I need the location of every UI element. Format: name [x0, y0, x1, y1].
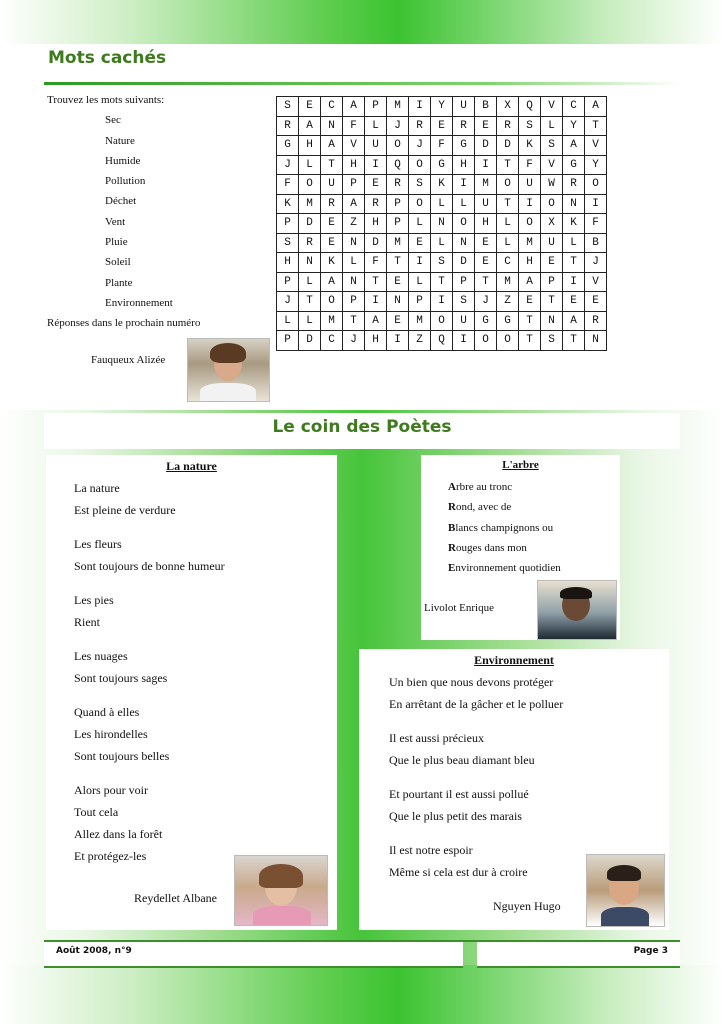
grid-cell: F: [431, 136, 453, 156]
grid-cell: N: [563, 194, 585, 214]
grid-cell: R: [277, 116, 299, 136]
grid-cell: A: [563, 136, 585, 156]
grid-cell: T: [519, 311, 541, 331]
grid-cell: L: [277, 311, 299, 331]
grid-cell: Q: [387, 155, 409, 175]
grid-cell: E: [321, 214, 343, 234]
grid-cell: M: [519, 233, 541, 253]
poem-line: [448, 558, 561, 578]
grid-cell: X: [497, 97, 519, 117]
grid-cell: K: [277, 194, 299, 214]
poem-line: Que le plus petit des marais: [389, 809, 522, 823]
photo-albane: [234, 855, 328, 926]
grid-cell: I: [409, 97, 431, 117]
grid-row: [277, 155, 607, 175]
grid-cell: I: [387, 331, 409, 351]
grid-cell: G: [431, 155, 453, 175]
grid-cell: B: [585, 233, 607, 253]
grid-cell: H: [299, 136, 321, 156]
photo-enrique: [537, 580, 617, 640]
grid-cell: O: [475, 331, 497, 351]
grid-cell: S: [541, 331, 563, 351]
grid-cell: E: [519, 292, 541, 312]
grid-cell: O: [321, 292, 343, 312]
grid-cell: J: [343, 331, 365, 351]
grid-cell: Q: [431, 331, 453, 351]
photo-alizee: [187, 338, 270, 402]
stanza-gap: [389, 827, 563, 839]
grid-cell: O: [431, 311, 453, 331]
grid-cell: Y: [585, 155, 607, 175]
grid-cell: A: [299, 116, 321, 136]
grid-cell: A: [563, 311, 585, 331]
grid-cell: L: [343, 253, 365, 273]
grid-cell: M: [409, 311, 431, 331]
grid-cell: G: [453, 136, 475, 156]
grid-cell: T: [321, 155, 343, 175]
grid-cell: C: [497, 253, 519, 273]
grid-cell: P: [277, 214, 299, 234]
grid-cell: L: [497, 214, 519, 234]
grid-cell: U: [541, 233, 563, 253]
grid-cell: R: [299, 233, 321, 253]
poem-line: [448, 497, 561, 517]
footer-page: Page 3: [633, 946, 668, 956]
grid-cell: U: [475, 194, 497, 214]
grid-cell: H: [277, 253, 299, 273]
footer-issue: Août 2008, n°9: [56, 946, 132, 956]
grid-cell: J: [277, 292, 299, 312]
grid-row: [277, 175, 607, 195]
grid-cell: O: [497, 331, 519, 351]
word-item: Déchet: [105, 195, 137, 208]
stanza-gap: [74, 767, 225, 779]
poem-line: Sont toujours sages: [74, 671, 168, 685]
grid-cell: O: [409, 194, 431, 214]
grid-cell: F: [519, 155, 541, 175]
poem-line: Un bien que nous devons protéger: [389, 675, 554, 689]
grid-cell: M: [299, 194, 321, 214]
grid-cell: I: [365, 155, 387, 175]
poem-line: Quand à elles: [74, 705, 140, 719]
grid-cell: I: [365, 292, 387, 312]
grid-cell: L: [299, 311, 321, 331]
grid-cell: U: [519, 175, 541, 195]
acrostic-letter: R: [448, 501, 456, 514]
grid-cell: U: [321, 175, 343, 195]
grid-cell: F: [365, 253, 387, 273]
grid-cell: A: [343, 194, 365, 214]
grid-cell: P: [343, 175, 365, 195]
grid-cell: D: [475, 136, 497, 156]
grid-cell: R: [409, 116, 431, 136]
footer-left: [44, 942, 463, 968]
grid-cell: L: [409, 214, 431, 234]
grid-cell: Z: [343, 214, 365, 234]
grid-cell: L: [299, 272, 321, 292]
grid-cell: E: [541, 253, 563, 273]
grid-cell: D: [497, 136, 519, 156]
grid-cell: E: [475, 116, 497, 136]
grid-cell: E: [387, 272, 409, 292]
grid-cell: T: [387, 253, 409, 273]
poem-env-text: [389, 671, 563, 883]
poem-nature-title: La nature: [166, 459, 217, 473]
grid-cell: S: [453, 292, 475, 312]
author-enrique: Livolot Enrique: [424, 602, 494, 614]
grid-cell: M: [475, 175, 497, 195]
grid-cell: G: [475, 311, 497, 331]
grid-cell: R: [497, 116, 519, 136]
grid-cell: C: [321, 97, 343, 117]
grid-cell: R: [365, 194, 387, 214]
grid-cell: O: [541, 194, 563, 214]
grid-cell: T: [541, 292, 563, 312]
grid-cell: P: [387, 214, 409, 234]
grid-cell: C: [321, 331, 343, 351]
grid-cell: X: [541, 214, 563, 234]
grid-cell: S: [519, 116, 541, 136]
grid-cell: R: [387, 175, 409, 195]
grid-cell: K: [431, 175, 453, 195]
bottom-green-band: [0, 965, 724, 1024]
grid-cell: N: [585, 331, 607, 351]
poem-arbre-text: [448, 477, 561, 578]
poem-line: Les nuages: [74, 649, 128, 663]
grid-cell: N: [299, 253, 321, 273]
poem-line: Que le plus beau diamant bleu: [389, 753, 535, 767]
grid-cell: U: [365, 136, 387, 156]
grid-cell: A: [519, 272, 541, 292]
poem-line: Rient: [74, 615, 100, 629]
poem-line: La nature: [74, 481, 120, 495]
grid-cell: S: [431, 253, 453, 273]
grid-cell: O: [387, 136, 409, 156]
grid-cell: R: [563, 175, 585, 195]
grid-cell: E: [321, 233, 343, 253]
poem-arbre-title: L'arbre: [502, 459, 539, 471]
grid-cell: N: [541, 311, 563, 331]
grid-row: [277, 97, 607, 117]
poem-line: Il est aussi précieux: [389, 731, 484, 745]
grid-cell: A: [585, 97, 607, 117]
acrostic-letter: B: [448, 521, 456, 534]
grid-cell: I: [409, 253, 431, 273]
grid-cell: F: [277, 175, 299, 195]
grid-cell: E: [431, 116, 453, 136]
grid-cell: T: [365, 272, 387, 292]
acrostic-rest: ond, avec de: [455, 501, 512, 514]
grid-cell: J: [277, 155, 299, 175]
top-green-band: [0, 0, 724, 44]
grid-row: [277, 233, 607, 253]
author-hugo: Nguyen Hugo: [493, 899, 561, 913]
grid-cell: J: [585, 253, 607, 273]
grid-cell: Y: [563, 116, 585, 136]
grid-cell: A: [365, 311, 387, 331]
stanza-gap: [74, 689, 225, 701]
grid-cell: M: [387, 97, 409, 117]
grid-cell: H: [365, 214, 387, 234]
grid-cell: N: [343, 233, 365, 253]
grid-cell: P: [387, 194, 409, 214]
word-item: Sec: [105, 114, 121, 127]
grid-cell: V: [541, 155, 563, 175]
grid-cell: E: [387, 311, 409, 331]
grid-cell: P: [541, 272, 563, 292]
grid-cell: T: [563, 253, 585, 273]
grid-cell: D: [299, 214, 321, 234]
grid-cell: E: [475, 253, 497, 273]
stanza-gap: [74, 577, 225, 589]
grid-cell: S: [277, 233, 299, 253]
grid-cell: G: [277, 136, 299, 156]
grid-cell: F: [585, 214, 607, 234]
answers-note: Réponses dans le prochain numéro: [47, 317, 201, 330]
grid-cell: P: [409, 292, 431, 312]
grid-cell: R: [585, 311, 607, 331]
poem-line: Les fleurs: [74, 537, 122, 551]
grid-cell: L: [563, 233, 585, 253]
grid-cell: O: [453, 214, 475, 234]
grid-cell: P: [343, 292, 365, 312]
poem-line: Est pleine de verdure: [74, 503, 176, 517]
poem-line: Sont toujours belles: [74, 749, 170, 763]
grid-cell: O: [497, 175, 519, 195]
grid-cell: E: [299, 97, 321, 117]
footer-right: [477, 942, 680, 968]
grid-cell: Z: [409, 331, 431, 351]
grid-cell: O: [519, 214, 541, 234]
word-list: [47, 90, 200, 334]
grid-cell: T: [585, 116, 607, 136]
stanza-gap: [389, 715, 563, 727]
grid-cell: J: [387, 116, 409, 136]
grid-cell: H: [453, 155, 475, 175]
grid-cell: M: [321, 311, 343, 331]
grid-cell: V: [541, 97, 563, 117]
grid-cell: M: [497, 272, 519, 292]
grid-row: [277, 272, 607, 292]
poem-line: [448, 538, 561, 558]
grid-cell: T: [475, 272, 497, 292]
poem-line: Les hirondelles: [74, 727, 148, 741]
grid-cell: N: [387, 292, 409, 312]
grid-cell: P: [277, 331, 299, 351]
stanza-gap: [74, 633, 225, 645]
grid-cell: Z: [497, 292, 519, 312]
poem-line: Tout cela: [74, 805, 119, 819]
instruction-text: Trouvez les mots suivants:: [47, 94, 165, 106]
poem-line: Sont toujours de bonne humeur: [74, 559, 225, 573]
grid-row: [277, 116, 607, 136]
poem-line: En arrêtant de la gâcher et le polluer: [389, 697, 564, 711]
poem-line: Les pies: [74, 593, 114, 607]
grid-cell: U: [453, 97, 475, 117]
grid-cell: E: [585, 292, 607, 312]
acrostic-letter: R: [448, 541, 456, 554]
grid-cell: E: [409, 233, 431, 253]
grid-cell: R: [453, 116, 475, 136]
grid-cell: T: [299, 292, 321, 312]
grid-cell: I: [519, 194, 541, 214]
grid-cell: K: [519, 136, 541, 156]
grid-cell: D: [365, 233, 387, 253]
grid-cell: L: [299, 155, 321, 175]
grid-cell: A: [343, 97, 365, 117]
poem-line: Et protégez-les: [74, 849, 147, 863]
grid-cell: D: [453, 253, 475, 273]
grid-cell: S: [409, 175, 431, 195]
grid-cell: T: [497, 194, 519, 214]
grid-cell: E: [365, 175, 387, 195]
grid-cell: Y: [431, 97, 453, 117]
word-item: Pollution: [105, 175, 146, 188]
author-alizee: Fauqueux Alizée: [91, 354, 166, 366]
grid-cell: L: [431, 233, 453, 253]
grid-cell: O: [299, 175, 321, 195]
grid-cell: S: [277, 97, 299, 117]
grid-cell: J: [475, 292, 497, 312]
poem-line: Même si cela est dur à croire: [389, 865, 528, 879]
grid-cell: G: [563, 155, 585, 175]
grid-cell: P: [453, 272, 475, 292]
grid-cell: V: [585, 136, 607, 156]
grid-cell: F: [343, 116, 365, 136]
poem-line: Alors pour voir: [74, 783, 148, 797]
grid-row: [277, 292, 607, 312]
grid-cell: P: [365, 97, 387, 117]
photo-hugo: [586, 854, 665, 927]
poem-line: Il est notre espoir: [389, 843, 473, 857]
page-title: Mots cachés: [48, 48, 167, 68]
grid-cell: G: [497, 311, 519, 331]
grid-cell: L: [431, 194, 453, 214]
word-item: Plante: [105, 276, 133, 289]
grid-cell: Q: [519, 97, 541, 117]
stanza-gap: [389, 771, 563, 783]
grid-cell: H: [519, 253, 541, 273]
grid-cell: I: [475, 155, 497, 175]
acrostic-rest: nvironnement quotidien: [455, 562, 561, 575]
author-albane: Reydellet Albane: [134, 891, 217, 905]
acrostic-letter: E: [448, 562, 456, 575]
grid-cell: I: [431, 292, 453, 312]
grid-cell: H: [343, 155, 365, 175]
grid-cell: V: [585, 272, 607, 292]
grid-row: [277, 331, 607, 351]
grid-cell: P: [277, 272, 299, 292]
grid-cell: A: [321, 136, 343, 156]
poets-header: [44, 413, 680, 449]
grid-cell: T: [497, 155, 519, 175]
grid-cell: K: [563, 214, 585, 234]
grid-cell: N: [343, 272, 365, 292]
grid-cell: H: [475, 214, 497, 234]
grid-cell: T: [563, 331, 585, 351]
word-item: Nature: [105, 134, 135, 147]
poem-nature-text: [74, 477, 225, 867]
grid-row: [277, 194, 607, 214]
grid-cell: L: [497, 233, 519, 253]
acrostic-rest: ouges dans mon: [455, 541, 527, 554]
grid-row: [277, 214, 607, 234]
grid-row: [277, 253, 607, 273]
poem-line: [448, 518, 561, 538]
poem-line: [448, 477, 561, 497]
word-item: Soleil: [105, 256, 131, 269]
grid-row: [277, 136, 607, 156]
poem-line: Allez dans la forêt: [74, 827, 163, 841]
grid-cell: I: [453, 175, 475, 195]
grid-cell: L: [365, 116, 387, 136]
title-underline: [44, 82, 680, 85]
grid-cell: I: [453, 331, 475, 351]
grid-cell: O: [585, 175, 607, 195]
grid-cell: D: [299, 331, 321, 351]
grid-cell: M: [387, 233, 409, 253]
grid-cell: O: [409, 155, 431, 175]
grid-cell: L: [453, 194, 475, 214]
acrostic-rest: lancs champignons ou: [455, 521, 554, 534]
poem-line: Et pourtant il est aussi pollué: [389, 787, 529, 801]
grid-cell: L: [541, 116, 563, 136]
grid-cell: N: [321, 116, 343, 136]
grid-cell: T: [343, 311, 365, 331]
grid-cell: E: [475, 233, 497, 253]
grid-cell: N: [453, 233, 475, 253]
grid-cell: W: [541, 175, 563, 195]
acrostic-rest: rbre au tronc: [455, 481, 513, 493]
grid-cell: E: [563, 292, 585, 312]
word-item: Vent: [105, 215, 126, 228]
grid-cell: T: [519, 331, 541, 351]
grid-cell: T: [431, 272, 453, 292]
grid-cell: H: [365, 331, 387, 351]
grid-cell: J: [409, 136, 431, 156]
grid-cell: B: [475, 97, 497, 117]
grid-row: [277, 311, 607, 331]
poets-title: Le coin des Poètes: [272, 417, 452, 437]
acrostic-letter: A: [448, 481, 456, 493]
grid-cell: A: [321, 272, 343, 292]
grid-cell: K: [321, 253, 343, 273]
grid-cell: R: [321, 194, 343, 214]
word-item: Pluie: [105, 236, 128, 249]
grid-cell: I: [585, 194, 607, 214]
grid-cell: S: [541, 136, 563, 156]
grid-cell: U: [453, 311, 475, 331]
grid-cell: V: [343, 136, 365, 156]
stanza-gap: [74, 521, 225, 533]
grid-cell: C: [563, 97, 585, 117]
grid-cell: N: [431, 214, 453, 234]
word-search-grid: [276, 96, 607, 351]
word-item: Environnement: [105, 296, 173, 309]
grid-cell: L: [409, 272, 431, 292]
word-item: Humide: [105, 154, 141, 167]
poem-env-title: Environnement: [474, 653, 554, 667]
grid-cell: I: [563, 272, 585, 292]
